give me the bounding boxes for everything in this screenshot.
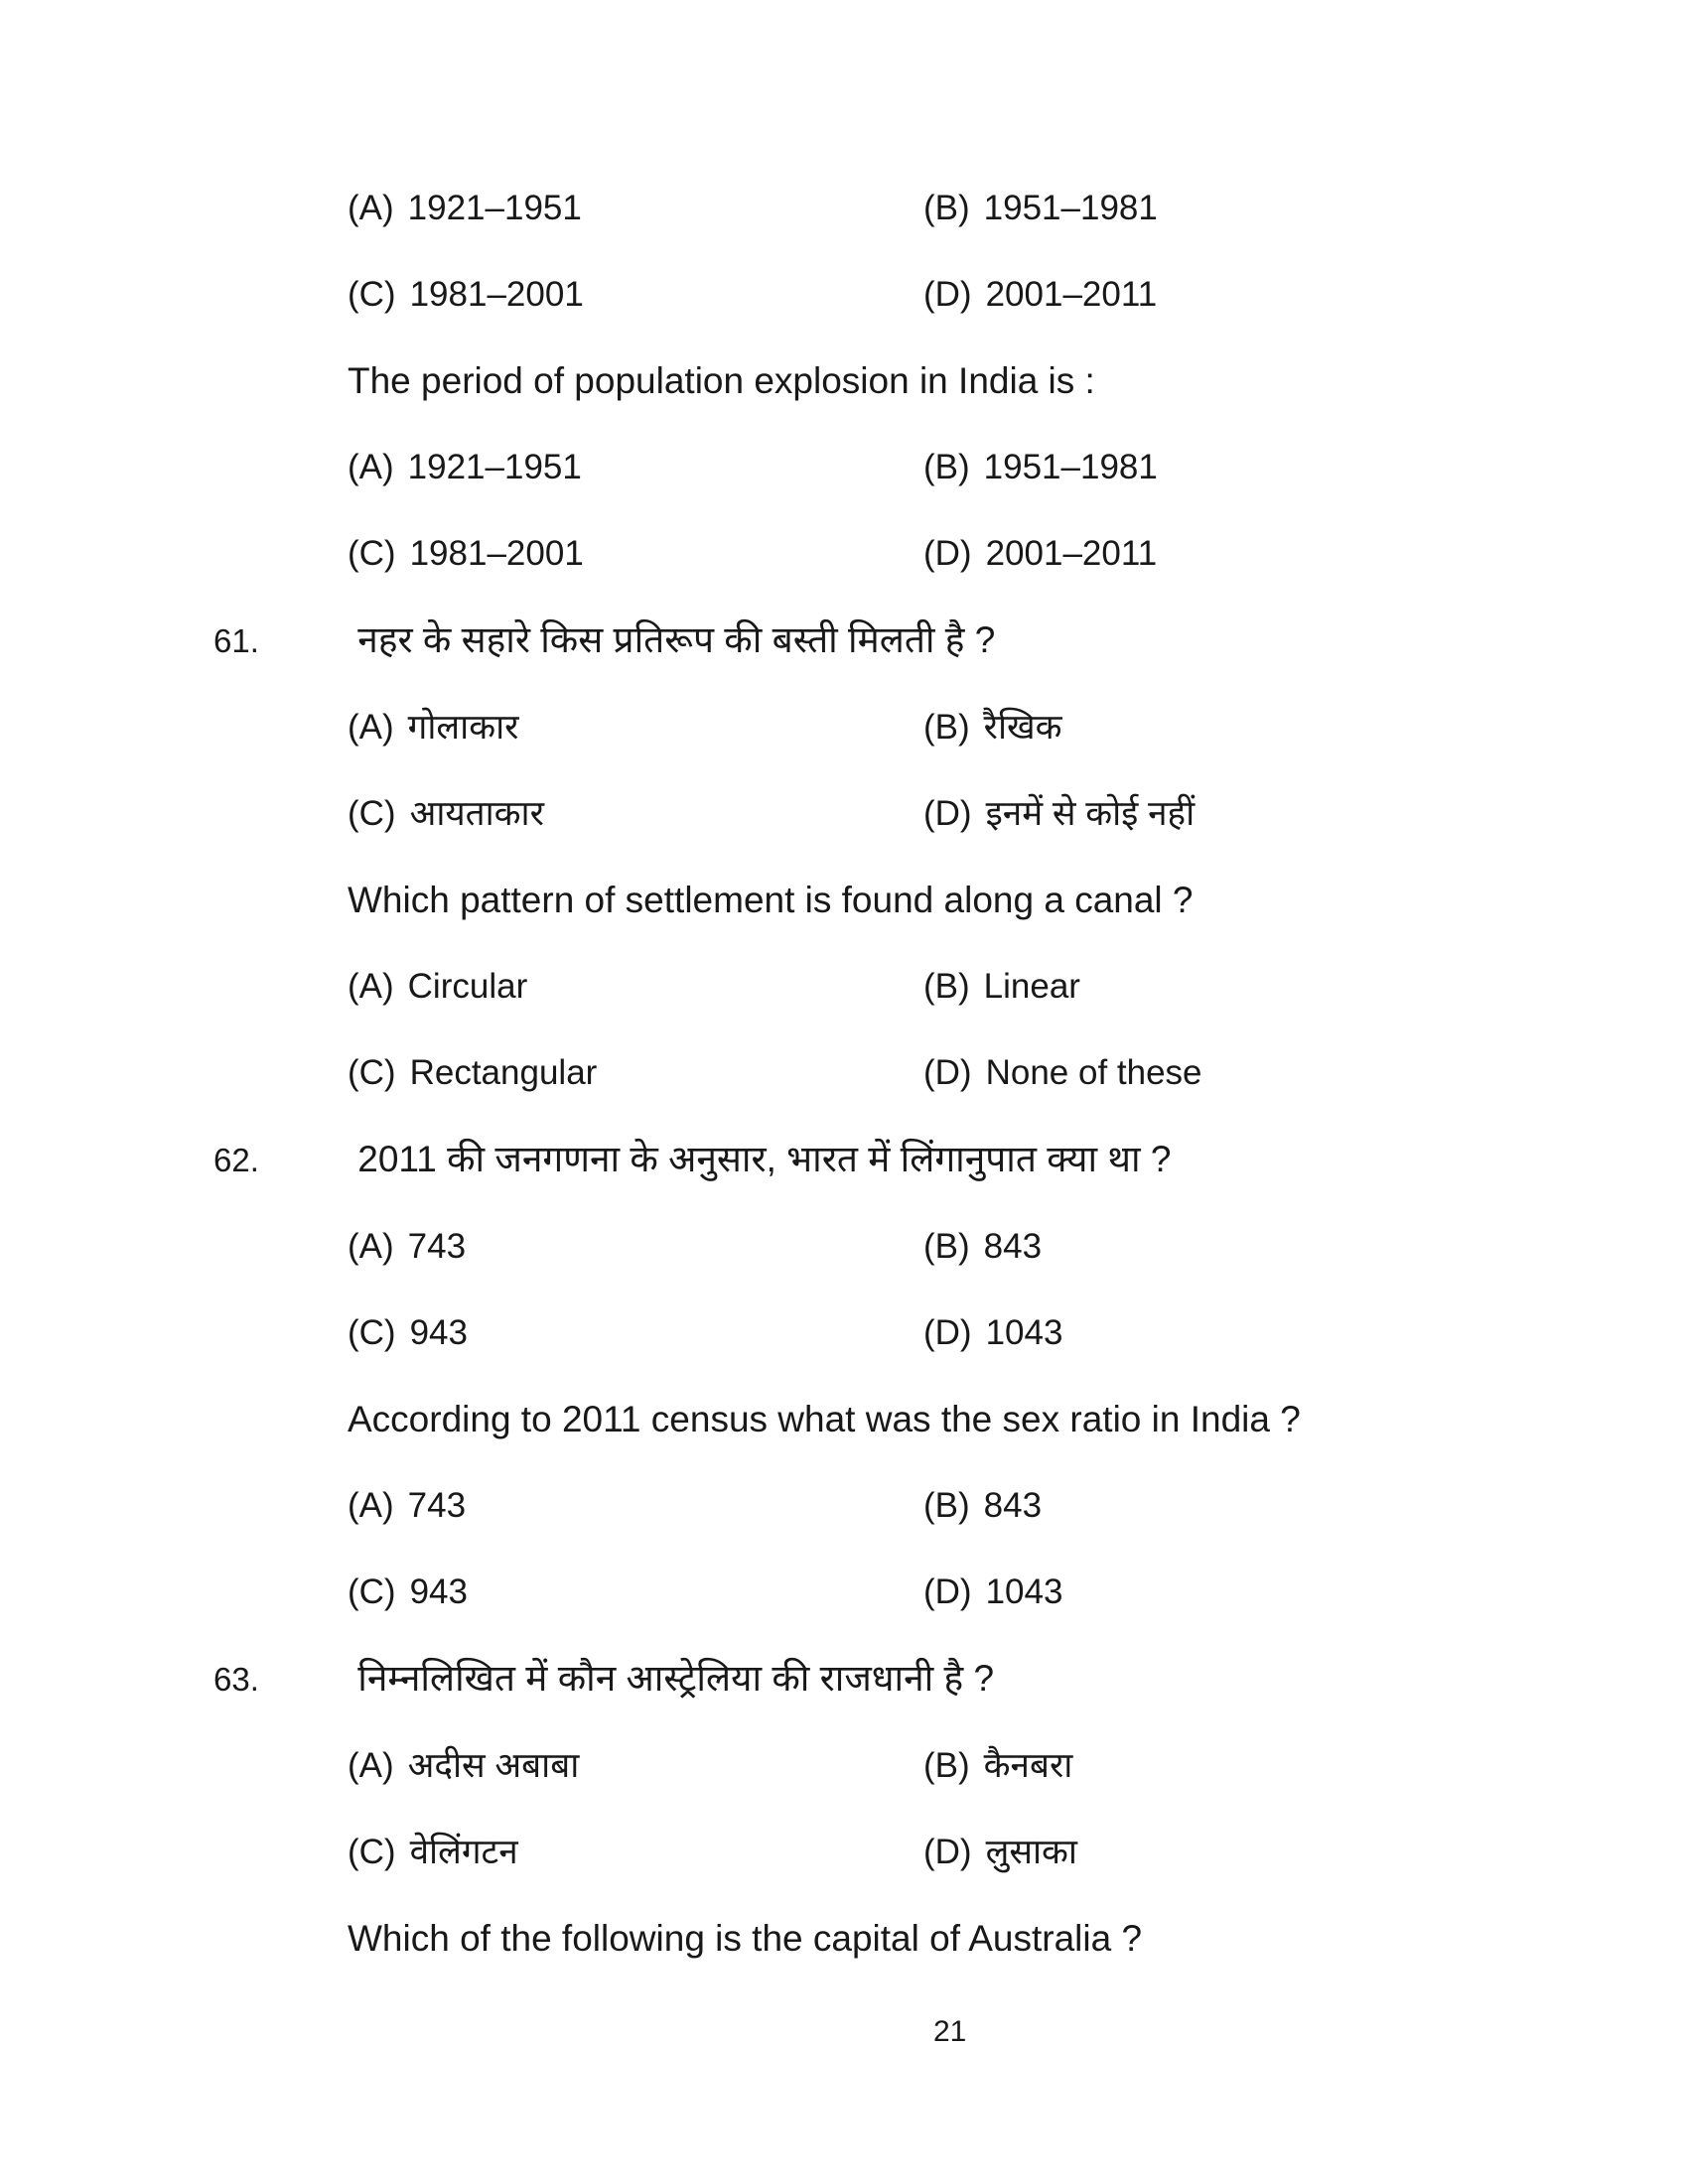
option [923, 1572, 1688, 1612]
option-text: आयताकार [409, 794, 544, 833]
hindi-question-text: नहर के सहारे किस प्रतिरूप की बस्ती मिलती है ? [357, 619, 996, 660]
hindi-question-line [0, 1659, 1688, 1700]
option-label: (A) [348, 967, 394, 1006]
option-text: वेलिंगटन [409, 1833, 518, 1871]
option [923, 1746, 1688, 1786]
option-label: (D) [923, 1053, 972, 1092]
option-label: (D) [923, 1833, 972, 1871]
option-text: रैखिक [983, 708, 1062, 747]
option-text: Rectangular [409, 1053, 598, 1092]
english-question-text: Which pattern of settlement is found along a canal ? [348, 880, 1194, 920]
question-blocks [0, 189, 1688, 1959]
option [348, 534, 923, 574]
option-text: 2001–2011 [985, 275, 1158, 314]
option-label: (B) [923, 189, 970, 227]
hindi-question-line [0, 620, 1688, 661]
option-text: 1981–2001 [409, 275, 584, 314]
option [923, 1486, 1688, 1526]
hindi-options-grid [348, 1227, 1688, 1353]
option [348, 1313, 923, 1353]
option-text: 1921–1951 [407, 189, 582, 227]
option-text: 843 [983, 1227, 1043, 1266]
option [923, 448, 1688, 487]
option-label: (C) [348, 1572, 396, 1611]
page-number: 21 [933, 2015, 967, 2048]
option [923, 534, 1688, 574]
question-block [0, 620, 1688, 1093]
english-question-line [0, 1919, 1688, 1959]
english-question-line [0, 1400, 1688, 1439]
option-label: (A) [348, 1486, 394, 1525]
option [923, 1053, 1688, 1093]
option-text: इनमें से कोई नहीं [985, 794, 1196, 833]
option-label: (A) [348, 448, 394, 486]
option [923, 275, 1688, 315]
option-text: 943 [409, 1572, 468, 1611]
option-label: (C) [348, 1053, 396, 1092]
option-label: (B) [923, 1746, 970, 1785]
option-text: Linear [983, 967, 1080, 1006]
option-text: गोलाकार [407, 708, 519, 747]
option-text: Circular [407, 967, 528, 1006]
english-options-grid [348, 1486, 1688, 1612]
option-label: (A) [348, 189, 394, 227]
option [348, 189, 923, 228]
option-label: (D) [923, 275, 972, 314]
option [348, 708, 923, 748]
english-question-line [0, 361, 1688, 401]
option-label: (A) [348, 1746, 394, 1785]
option-label: (C) [348, 275, 396, 314]
option-label: (A) [348, 1227, 394, 1266]
option-label: (D) [923, 534, 972, 573]
option [348, 275, 923, 315]
english-options-grid [348, 967, 1688, 1093]
english-question-text: The period of population explosion in India is : [348, 360, 1095, 401]
hindi-options-grid [348, 1746, 1688, 1872]
option-label: (B) [923, 708, 970, 747]
option-label: (A) [348, 708, 394, 747]
option [348, 967, 923, 1007]
option-label: (C) [348, 534, 396, 573]
option [923, 967, 1688, 1007]
option [348, 1486, 923, 1526]
option-label: (B) [923, 1486, 970, 1525]
option-label: (C) [348, 1833, 396, 1871]
option [923, 708, 1688, 748]
option-text: 1921–1951 [407, 448, 582, 486]
option [923, 794, 1688, 834]
option-label: (D) [923, 794, 972, 833]
option-text: कैनबरा [983, 1746, 1073, 1785]
option-label: (B) [923, 448, 970, 486]
hindi-question-line [0, 1140, 1688, 1180]
option-label: (D) [923, 1313, 972, 1352]
english-question-text: Which of the following is the capital of Australia ? [348, 1918, 1143, 1959]
hindi-options-grid [348, 708, 1688, 834]
question-block [0, 1140, 1688, 1612]
option [348, 448, 923, 487]
option-text: 1043 [985, 1313, 1063, 1352]
english-question-line [0, 881, 1688, 920]
question-number: 61. [213, 622, 259, 659]
option-text: None of these [985, 1053, 1202, 1092]
option [348, 1746, 923, 1786]
option-text: 1951–1981 [983, 448, 1158, 486]
option-text: 1043 [985, 1572, 1063, 1611]
question-block [0, 189, 1688, 574]
option [348, 1572, 923, 1612]
option-label: (C) [348, 794, 396, 833]
option-text: 743 [407, 1227, 467, 1266]
english-question-text: According to 2011 census what was the sex ratio in India ? [348, 1399, 1301, 1439]
option-text: 1951–1981 [983, 189, 1158, 227]
question-number: 63. [213, 1661, 259, 1698]
option [348, 1227, 923, 1267]
option [923, 1833, 1688, 1872]
hindi-question-text: 2011 की जनगणना के अनुसार, भारत में लिंगानुपात क्या था ? [357, 1139, 1172, 1179]
option-label: (D) [923, 1572, 972, 1611]
option [923, 189, 1688, 228]
option-label: (B) [923, 1227, 970, 1266]
option-label: (C) [348, 1313, 396, 1352]
option [348, 794, 923, 834]
option [923, 1227, 1688, 1267]
option-text: अदीस अबाबा [407, 1746, 580, 1785]
hindi-question-text: निम्नलिखित में कौन आस्ट्रेलिया की राजधानी है ? [357, 1658, 995, 1699]
option-label: (B) [923, 967, 970, 1006]
question-number: 62. [213, 1142, 259, 1178]
option-text: 1981–2001 [409, 534, 584, 573]
question-block [0, 1659, 1688, 1959]
option-text: 843 [983, 1486, 1043, 1525]
hindi-options-grid [348, 189, 1688, 315]
option [923, 1313, 1688, 1353]
option-text: 2001–2011 [985, 534, 1158, 573]
english-options-grid [348, 448, 1688, 574]
option-text: 943 [409, 1313, 468, 1352]
option-text: लुसाका [985, 1833, 1077, 1871]
option [348, 1833, 923, 1872]
option [348, 1053, 923, 1093]
option-text: 743 [407, 1486, 467, 1525]
